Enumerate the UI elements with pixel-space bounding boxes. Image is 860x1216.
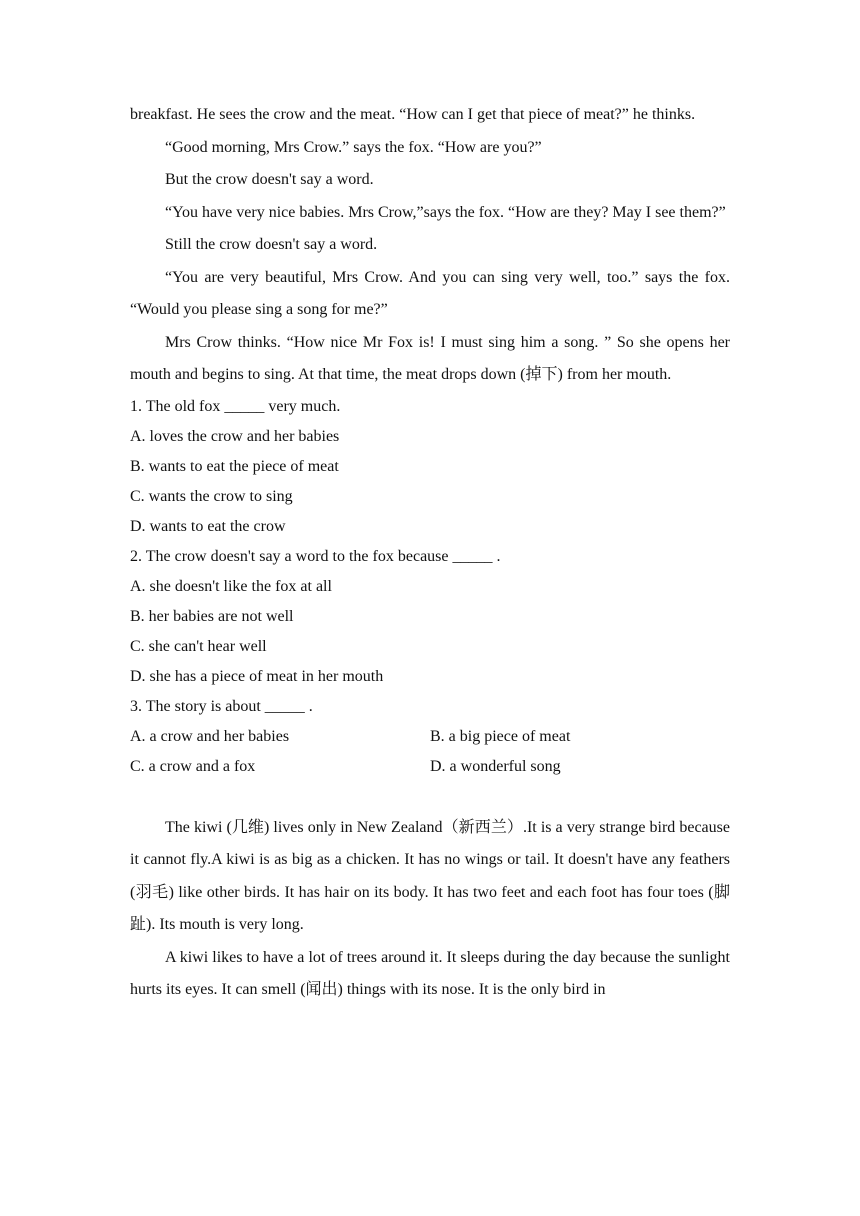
story-paragraph: But the crow doesn't say a word. xyxy=(165,171,374,188)
question-option: C. a crow and a fox xyxy=(130,757,256,775)
question-option: D. a wonderful song xyxy=(430,757,561,775)
question-option: A. loves the crow and her babies xyxy=(130,427,340,445)
question-stem: 2. The crow doesn't say a word to the fox because _____ . xyxy=(130,547,501,565)
story-paragraph: “You have very nice babies. Mrs Crow,”says the fox. “How are they? May I see them?” xyxy=(165,203,726,221)
question-2 xyxy=(130,542,730,692)
question-option: A. she doesn't like the fox at all xyxy=(130,577,332,595)
question-3 xyxy=(130,692,730,782)
question-option: D. wants to eat the crow xyxy=(130,517,286,535)
question-option: C. wants the crow to sing xyxy=(130,487,293,505)
question-option: C. she can't hear well xyxy=(130,637,267,655)
question-option: D. she has a piece of meat in her mouth xyxy=(130,667,384,685)
story-paragraph: Mrs Crow thinks. “How nice Mr Fox is! I must sing him a song. ” So she opens her mouth and begins to sing. At that time, the meat drops down (掉下) from her mouth. xyxy=(130,333,730,383)
question-stem: 1. The old fox _____ very much. xyxy=(130,397,341,415)
kiwi-paragraph: The kiwi (几维) lives only in New Zealand（新西兰）.It is a very strange bird because it cannot fly.A kiwi is as big as a chicken. It has no wings or tail. It doesn't have any feathers (羽毛) like other birds. It has hair on its body. It has two feet and each foot has four toes (脚趾). Its mouth is very long. xyxy=(130,818,730,933)
page-content xyxy=(130,99,730,1007)
question-1 xyxy=(130,392,730,542)
story-paragraph: Still the crow doesn't say a word. xyxy=(165,236,378,253)
story-paragraph: breakfast. He sees the crow and the meat. “How can I get that piece of meat?” he thinks. xyxy=(130,106,696,123)
question-option: B. a big piece of meat xyxy=(430,727,571,745)
question-option: B. her babies are not well xyxy=(130,607,294,625)
section-gap xyxy=(130,782,730,812)
question-stem: 3. The story is about _____ . xyxy=(130,697,313,715)
story-paragraph: “Good morning, Mrs Crow.” says the fox. “How are you?” xyxy=(165,138,542,156)
question-option: A. a crow and her babies xyxy=(130,727,290,745)
story-paragraph: “You are very beautiful, Mrs Crow. And you can sing very well, too.” says the fox. “Would you please sing a song for me?” xyxy=(130,268,730,318)
option-row xyxy=(130,752,730,782)
question-option: B. wants to eat the piece of meat xyxy=(130,457,339,475)
option-row xyxy=(130,722,730,752)
kiwi-paragraph: A kiwi likes to have a lot of trees around it. It sleeps during the day because the sunlight hurts its eyes. It can smell (闻出) things with its nose. It is the only bird in xyxy=(130,948,730,998)
